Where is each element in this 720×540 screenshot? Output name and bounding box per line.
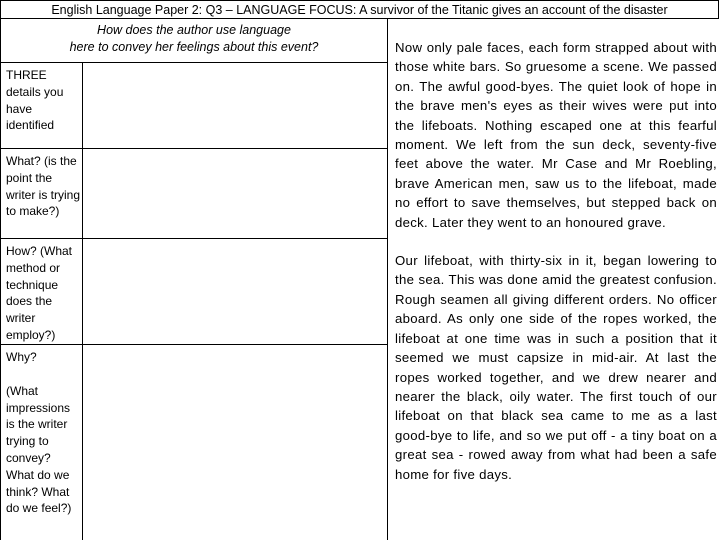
table-row-how bbox=[1, 238, 387, 344]
table-row-what bbox=[1, 148, 387, 238]
answer-cell-details[interactable] bbox=[83, 63, 387, 148]
passage-paragraph-2: Our lifeboat, with thirty-six in it, began lowering to the sea. This was done amid the greatest confusion. Rough seamen all giving different orders. No officer aboard. As only one side of the ropes worked, the lifeboat at one time was in such a position that it seemed we must capsize in mid-air. At last the ropes worked together, and we drew nearer and nearer the black, oily water. The first touch of our lifeboat on that black sea came to me as a last good-bye to life, and so we put off - a tiny boat on a great sea - rowed away from what had been a safe home for five days. bbox=[395, 253, 717, 482]
page-header bbox=[0, 0, 719, 19]
passage-paragraph-1: Now only pale faces, each form strapped about with those white bars. So gruesome a scene. We passed on. The awful good-byes. The quiet look of hope in the brave men's eyes as their wives were put into the lifeboats. Nothing escaped one at this fearful moment. We left from the sun deck, seventy-five feet above the water. Mr Case and Mr Roebling, brave American men, saw us to the lifeboat, made no effort to save themselves, but stepped back on deck. Later they went to an honoured grave. bbox=[395, 40, 717, 230]
answer-cell-how[interactable] bbox=[83, 239, 387, 344]
question-line-2: here to convey her feelings about this event? bbox=[69, 40, 319, 54]
row-label-why: Why? (What impressions is the writer trying to convey? What do we think? What do we feel?) bbox=[1, 345, 83, 540]
table-row-details bbox=[1, 62, 387, 148]
answer-cell-why[interactable] bbox=[83, 345, 387, 540]
row-label-details: THREE details you have identified bbox=[1, 63, 83, 148]
table-question bbox=[1, 18, 387, 62]
row-label-what: What? (is the point the writer is trying to make?) bbox=[1, 149, 83, 238]
analysis-table bbox=[0, 18, 388, 540]
question-line-1: How does the author use language bbox=[97, 23, 291, 37]
header-title: English Language Paper 2: Q3 – LANGUAGE FOCUS: A survivor of the Titanic gives an account of the disaster bbox=[51, 2, 668, 17]
source-passage bbox=[395, 38, 717, 484]
answer-cell-what[interactable] bbox=[83, 149, 387, 238]
table-row-why bbox=[1, 344, 387, 540]
row-label-how: How? (What method or technique does the writer employ?) bbox=[1, 239, 83, 344]
row-label-why-detail: (What impressions is the writer trying to convey? What do we think? What do we feel?) bbox=[6, 383, 72, 516]
